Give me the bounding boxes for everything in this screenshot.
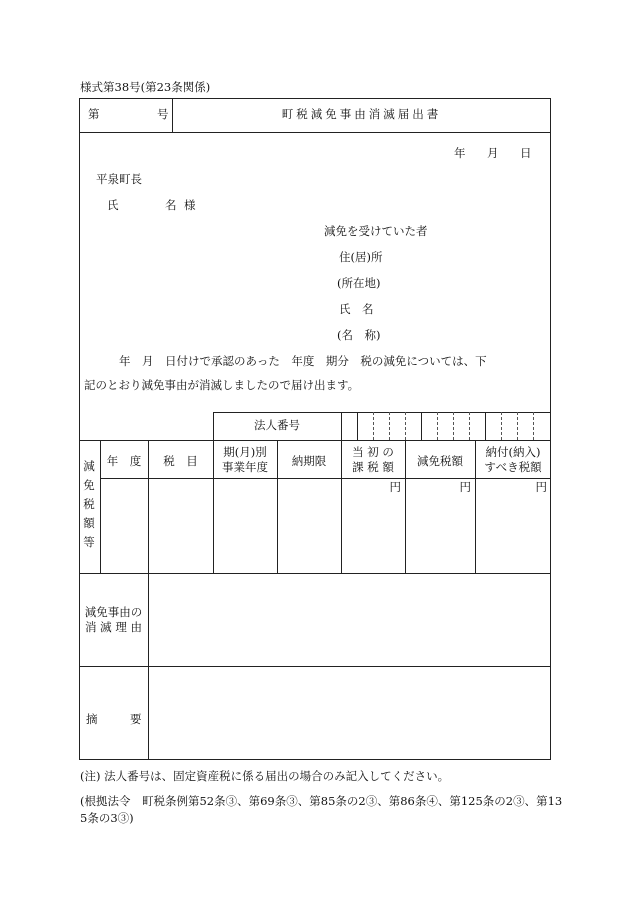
- name-label: 氏 名: [339, 302, 374, 316]
- col-header-due-date: 納期限: [291, 454, 327, 468]
- form-title: 町税減免事由消滅届出書: [281, 107, 442, 121]
- corp-digit-divider: [453, 412, 454, 440]
- addressee-shi: 氏: [107, 198, 119, 212]
- reason-label: 減免事由の 消 滅 理 由: [84, 605, 143, 634]
- corp-digit-border: [485, 412, 486, 440]
- date-year: 年: [454, 146, 466, 160]
- col-header-payable-amount: 納付(納入) すべき税額: [484, 445, 542, 474]
- addressee-sama: 様: [184, 198, 196, 212]
- table-col-divider: [148, 440, 149, 760]
- body-text-line2: 記のとおり減免事由が消滅しましたので届け出ます。: [84, 378, 360, 392]
- col-header-period: 期(月)別 事業年度: [222, 445, 268, 474]
- corp-digit-divider: [469, 412, 470, 440]
- address-label: 住(居)所: [339, 250, 383, 264]
- remarks-label-left: 摘: [86, 712, 98, 726]
- date-day: 日: [520, 146, 532, 160]
- unit-yen-initial: 円: [389, 480, 401, 494]
- corp-digit-divider: [517, 412, 518, 440]
- unit-yen-reduced: 円: [459, 480, 471, 494]
- col-header-reduced-amount: 減免税額: [417, 454, 463, 468]
- corp-number-label: 法人番号: [254, 418, 300, 432]
- addressee-mei: 名: [165, 198, 177, 212]
- unit-yen-payable: 円: [535, 480, 547, 494]
- corp-digit-border: [421, 412, 422, 440]
- corp-digit-divider: [405, 412, 406, 440]
- legal-basis-line2: 5条の3③): [80, 811, 134, 825]
- legal-basis-line1: (根拠法令 町税条例第52条③、第69条③、第85条の2③、第86条④、第125条の2③、第13: [80, 794, 563, 808]
- corp-digit-divider: [501, 412, 502, 440]
- number-suffix: 号: [157, 107, 169, 121]
- table-bottom: [79, 573, 551, 574]
- body-text-line1: 年 月 日付けで承認のあった 年度 期分 税の減免については、下: [119, 354, 487, 368]
- office-label: (所在地): [337, 276, 381, 290]
- org-label: (名 称): [337, 328, 381, 342]
- addressee: 平泉町長: [96, 172, 142, 186]
- col-header-year: 年 度: [106, 454, 142, 468]
- corp-digit-divider: [373, 412, 374, 440]
- side-label-reduced-tax: 減 免 税 額 等: [83, 459, 95, 549]
- col-header-initial-tax: 当 初 の 課 税 額: [352, 445, 394, 474]
- number-prefix: 第: [88, 107, 100, 121]
- corp-digit-divider: [533, 412, 534, 440]
- form-id: 様式第38号(第23条関係): [80, 80, 211, 94]
- header-divider: [79, 132, 551, 133]
- table-top: [79, 440, 551, 441]
- corp-digit-divider: [437, 412, 438, 440]
- applicant-heading: 減免を受けていた者: [324, 224, 428, 238]
- date-month: 月: [487, 146, 499, 160]
- corp-digit-border: [341, 412, 342, 440]
- col-header-tax-item: 税 目: [163, 454, 198, 468]
- note: (注) 法人番号は、固定資産税に係る届出の場合のみ記入してください。: [80, 769, 450, 783]
- corp-digit-divider: [389, 412, 390, 440]
- table-header-bottom: [100, 478, 551, 479]
- remarks-label-right: 要: [130, 712, 142, 726]
- corp-digit-border: [357, 412, 358, 440]
- reason-bottom: [79, 666, 551, 667]
